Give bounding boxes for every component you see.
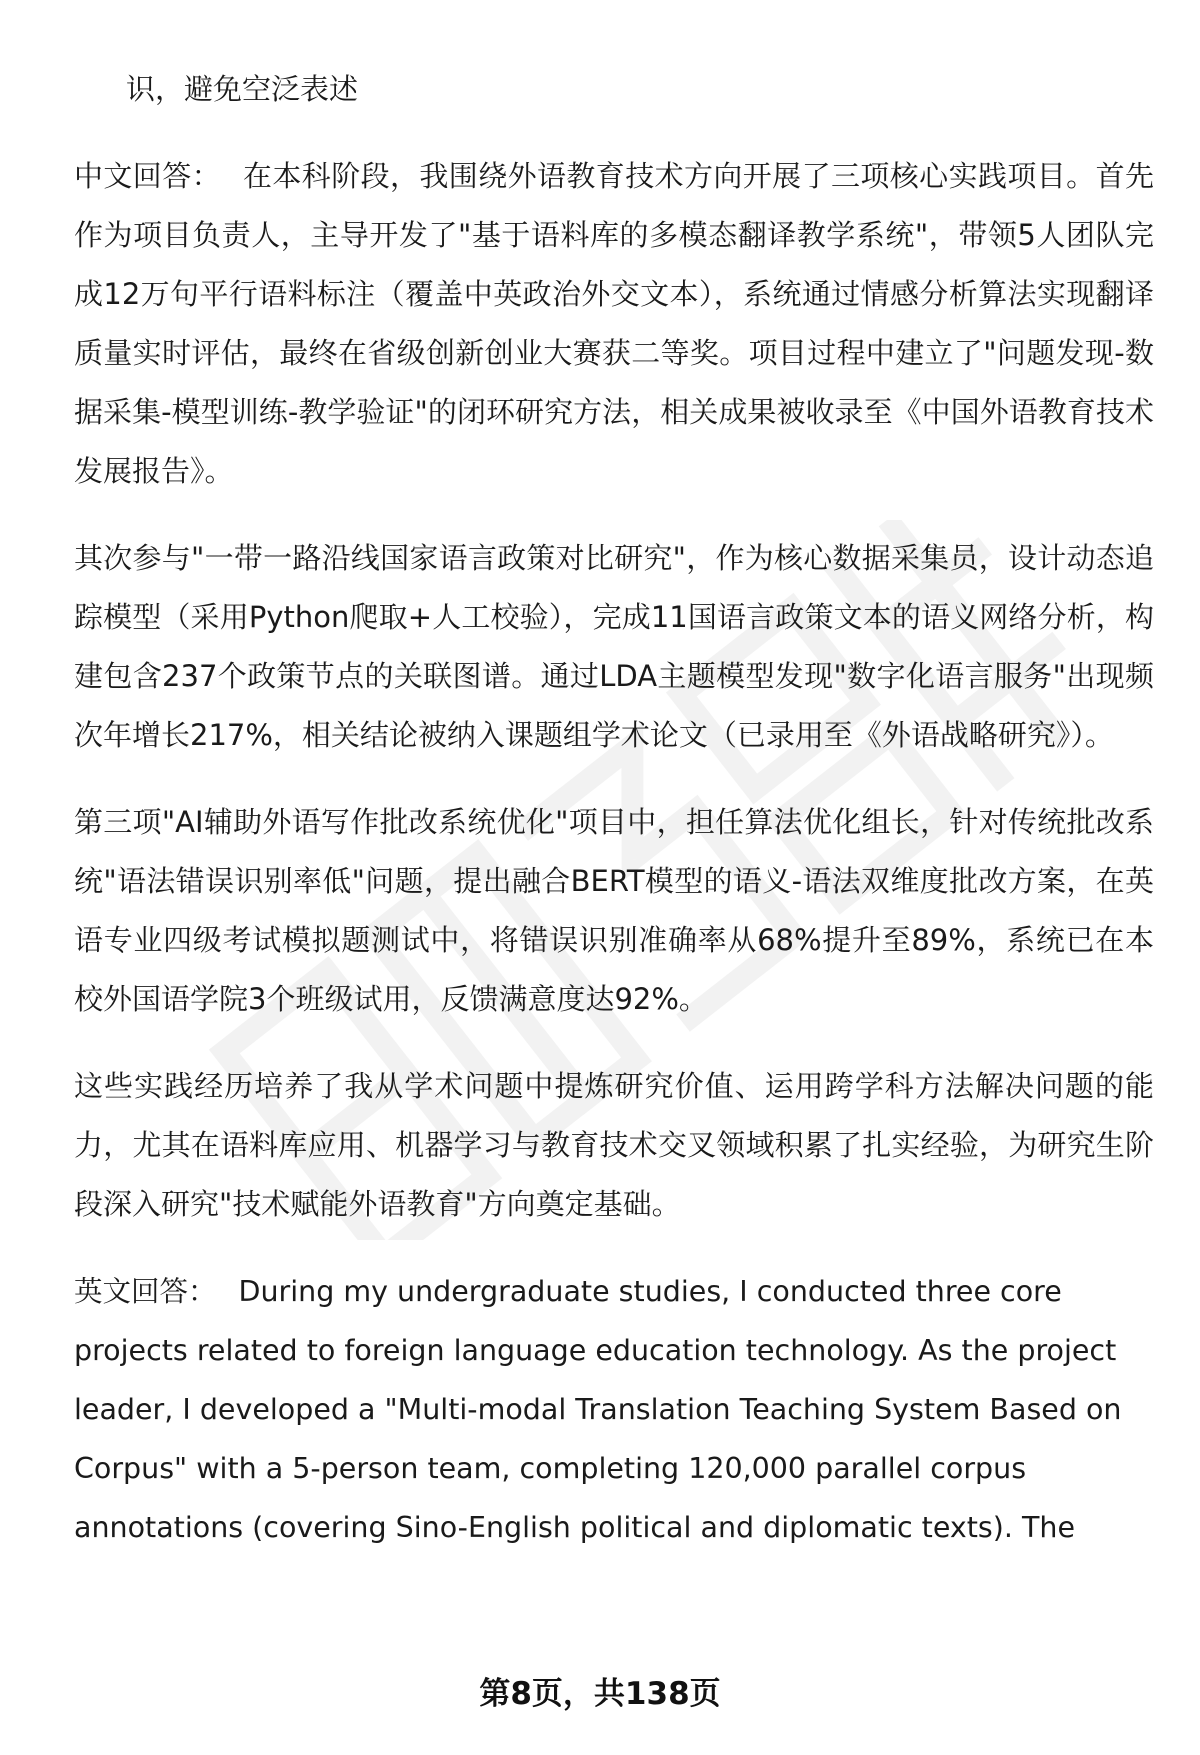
en-answer-label: 英文回答： — [74, 1275, 217, 1308]
en-answer-text-1: During my undergraduate studies, I conducted three core projects related to foreign language education technology. As the project leader, I developed a "Multi-modal Translation Teaching System Based on Corpus" with a 5-person team, completing 120,000 parallel corpus annotations (covering Sino-English political and diplomatic texts). The — [74, 1275, 1122, 1544]
zh-answer-label: 中文回答： — [74, 159, 221, 193]
document-body — [74, 60, 1154, 1585]
continuation-line: 识，避免空泛表述 — [126, 72, 359, 106]
zh-answer-paragraph-1 — [74, 147, 1154, 501]
zh-answer-text-1: 在本科阶段，我围绕外语教育技术方向开展了三项核心实践项目。首先作为项目负责人，主导开发了"基于语料库的多模态翻译教学系统"，带领5人团队完成12万句平行语料标注（覆盖中英政治外交文本），系统通过情感分析算法实现翻译质量实时评估，最终在省级创新创业大赛获二等奖。项目过程中建立了"问题发现-数据采集-模型训练-教学验证"的闭环研究方法，相关成果被收录至《中国外语教育技术发展报告》。 — [74, 159, 1154, 488]
en-answer-paragraph-1 — [74, 1262, 1154, 1557]
zh-answer-paragraph-4: 这些实践经历培养了我从学术问题中提炼研究价值、运用跨学科方法解决问题的能力，尤其在语料库应用、机器学习与教育技术交叉领域积累了扎实经验，为研究生阶段深入研究"技术赋能外语教育"方向奠定基础。 — [74, 1069, 1154, 1221]
page-footer: 第8页，共138页 — [479, 1676, 721, 1712]
zh-answer-paragraph-2: 其次参与"一带一路沿线国家语言政策对比研究"，作为核心数据采集员，设计动态追踪模型（采用Python爬取+人工校验），完成11国语言政策文本的语义网络分析，构建包含237个政策节点的关联图谱。通过LDA主题模型发现"数字化语言服务"出现频次年增长217%，相关结论被纳入课题组学术论文（已录用至《外语战略研究》）。 — [74, 541, 1154, 752]
zh-answer-paragraph-3: 第三项"AI辅助外语写作批改系统优化"项目中，担任算法优化组长，针对传统批改系统"语法错误识别率低"问题，提出融合BERT模型的语义-语法双维度批改方案，在英语专业四级考试模拟题测试中，将错误识别准确率从68%提升至89%，系统已在本校外国语学院3个班级试用，反馈满意度达92%。 — [74, 805, 1154, 1016]
